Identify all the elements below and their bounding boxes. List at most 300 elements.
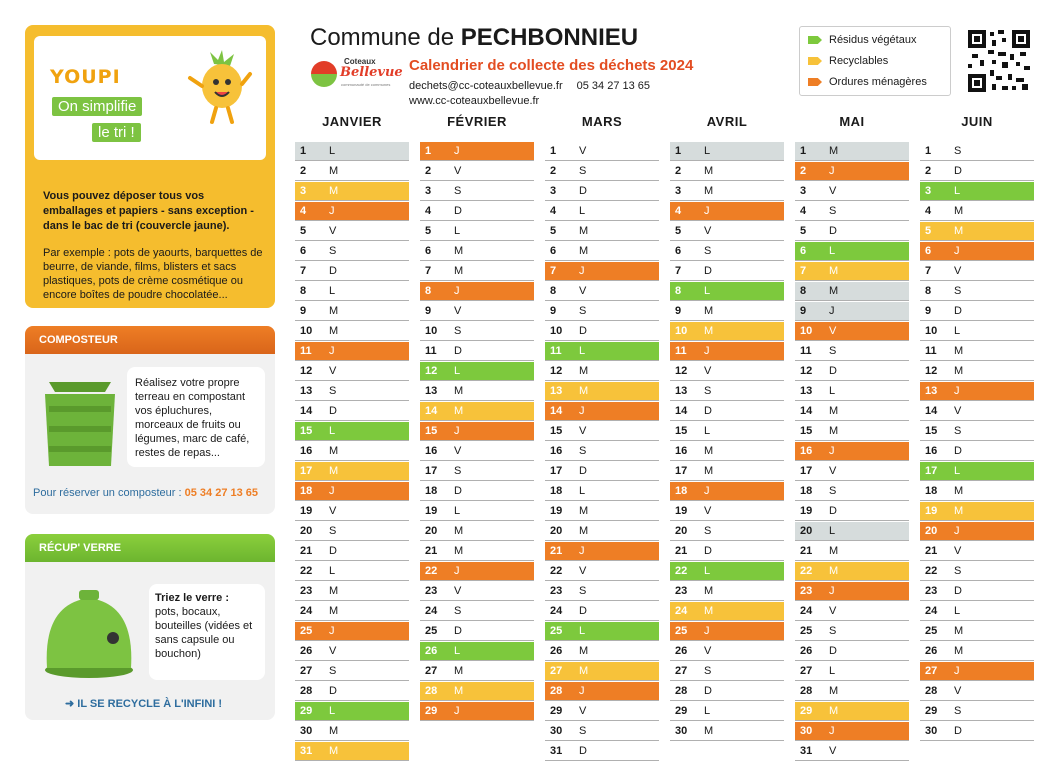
weekday-letter: D: [704, 545, 712, 557]
day-number: 10: [800, 325, 813, 337]
day-number: 27: [300, 665, 313, 677]
day-number: 5: [925, 225, 932, 237]
weekday-letter: V: [454, 445, 462, 457]
weekday-letter: V: [579, 565, 587, 577]
day-row: [545, 722, 659, 741]
day-number: 27: [800, 665, 813, 677]
day-row: [795, 422, 909, 441]
day-row: [670, 562, 784, 581]
day-row: [795, 322, 909, 341]
month-name: AVRIL: [706, 114, 748, 129]
day-number: 6: [925, 245, 932, 257]
weekday-letter: S: [454, 325, 462, 337]
day-row: [420, 142, 534, 161]
weekday-letter: M: [704, 465, 714, 477]
weekday-letter: S: [954, 285, 962, 297]
day-number: 12: [800, 365, 813, 377]
day-row: [295, 662, 409, 681]
weekday-letter: J: [454, 705, 460, 717]
verre-bubble-title: Triez le verre :: [155, 592, 229, 604]
day-list: [545, 142, 659, 761]
weekday-letter: V: [329, 365, 337, 377]
weekday-letter: L: [454, 365, 461, 377]
day-row: [545, 542, 659, 561]
day-number: 21: [925, 545, 938, 557]
day-row: [920, 502, 1034, 521]
day-number: 22: [675, 565, 688, 577]
day-row: [420, 242, 534, 261]
day-number: 12: [925, 365, 938, 377]
day-number: 13: [550, 385, 563, 397]
day-row: [545, 402, 659, 421]
weekday-letter: D: [329, 265, 337, 277]
day-number: 3: [675, 185, 682, 197]
day-number: 14: [800, 405, 813, 417]
day-row: [795, 262, 909, 281]
day-row: [920, 322, 1034, 341]
day-row: [420, 222, 534, 241]
day-number: 24: [550, 605, 563, 617]
day-number: 5: [425, 225, 432, 237]
day-row: [545, 282, 659, 301]
day-number: 8: [675, 285, 682, 297]
day-number: 23: [800, 585, 813, 597]
day-row: [545, 582, 659, 601]
day-number: 13: [800, 385, 813, 397]
legend: [799, 26, 951, 96]
logo-line-2: Bellevue: [340, 65, 403, 80]
weekday-letter: L: [454, 225, 461, 237]
weekday-letter: S: [579, 165, 587, 177]
weekday-letter: M: [329, 745, 339, 757]
weekday-letter: V: [329, 505, 337, 517]
weekday-letter: S: [579, 725, 587, 737]
day-number: 6: [800, 245, 807, 257]
contact-email[interactable]: dechets@cc-coteauxbellevue.fr: [409, 80, 563, 92]
weekday-letter: M: [329, 445, 339, 457]
weekday-letter: L: [329, 705, 336, 717]
weekday-letter: M: [954, 485, 964, 497]
weekday-letter: V: [329, 225, 337, 237]
day-row: [545, 222, 659, 241]
day-row: [920, 722, 1034, 741]
day-row: [295, 442, 409, 461]
day-list: [295, 142, 409, 761]
weekday-letter: D: [829, 225, 837, 237]
month-column: [545, 114, 659, 762]
day-number: 25: [800, 625, 813, 637]
weekday-letter: M: [954, 205, 964, 217]
weekday-letter: D: [454, 205, 462, 217]
weekday-letter: J: [704, 625, 710, 637]
day-row: [295, 342, 409, 361]
weekday-letter: J: [579, 265, 585, 277]
page-title: [310, 24, 638, 52]
day-row: [420, 382, 534, 401]
day-number: 14: [550, 405, 563, 417]
day-row: [920, 262, 1034, 281]
weekday-letter: M: [704, 445, 714, 457]
day-number: 13: [925, 385, 938, 397]
day-row: [670, 622, 784, 641]
weekday-letter: L: [329, 425, 336, 437]
weekday-letter: M: [829, 145, 839, 157]
weekday-letter: M: [954, 645, 964, 657]
day-number: 12: [675, 365, 688, 377]
weekday-letter: M: [704, 305, 714, 317]
weekday-letter: J: [454, 285, 460, 297]
weekday-letter: M: [579, 505, 589, 517]
day-number: 25: [300, 625, 313, 637]
day-number: 6: [550, 245, 557, 257]
day-row: [670, 262, 784, 281]
day-row: [295, 682, 409, 701]
day-row: [920, 402, 1034, 421]
weekday-letter: M: [454, 245, 464, 257]
day-number: 17: [550, 465, 563, 477]
compost-bin-icon: [39, 376, 121, 472]
day-row: [670, 582, 784, 601]
weekday-letter: J: [829, 585, 835, 597]
day-number: 2: [425, 165, 432, 177]
day-number: 1: [300, 145, 307, 157]
weekday-letter: V: [704, 225, 712, 237]
weekday-letter: S: [579, 305, 587, 317]
day-number: 16: [425, 445, 438, 457]
day-number: 18: [800, 485, 813, 497]
weekday-letter: M: [579, 245, 589, 257]
month-name: JANVIER: [322, 114, 382, 129]
weekday-letter: L: [704, 705, 711, 717]
weekday-letter: S: [954, 565, 962, 577]
day-row: [295, 242, 409, 261]
day-row: [295, 262, 409, 281]
day-row: [295, 162, 409, 181]
day-row: [295, 182, 409, 201]
day-number: 15: [300, 425, 313, 437]
day-row: [670, 302, 784, 321]
weekday-letter: M: [454, 405, 464, 417]
weekday-letter: V: [954, 405, 962, 417]
day-number: 26: [550, 645, 563, 657]
mascot-icon: [186, 50, 254, 126]
day-row: [420, 482, 534, 501]
composteur-bubble: Réalisez votre propre terreau en compostant vos épluchures, morceaux de fruits ou légumes, marc de café, restes de repas...: [127, 367, 265, 467]
day-row: [545, 322, 659, 341]
qr-code-icon[interactable]: [968, 30, 1030, 92]
day-number: 28: [675, 685, 688, 697]
day-row: [295, 722, 409, 741]
youpi-panel: [25, 25, 275, 308]
youpi-title: YOUPI: [50, 66, 121, 88]
day-number: 22: [800, 565, 813, 577]
weekday-letter: M: [829, 405, 839, 417]
day-row: [295, 322, 409, 341]
day-row: [295, 702, 409, 721]
weekday-letter: L: [829, 385, 836, 397]
weekday-letter: S: [704, 385, 712, 397]
day-row: [670, 522, 784, 541]
weekday-letter: D: [704, 405, 712, 417]
day-row: [670, 382, 784, 401]
day-row: [795, 462, 909, 481]
day-number: 18: [675, 485, 688, 497]
day-row: [795, 362, 909, 381]
weekday-letter: J: [954, 525, 960, 537]
day-number: 29: [425, 705, 438, 717]
weekday-letter: V: [704, 645, 712, 657]
day-row: [545, 182, 659, 201]
legend-label: Recyclables: [829, 55, 889, 67]
weekday-letter: M: [579, 365, 589, 377]
day-row: [545, 562, 659, 581]
day-number: 1: [675, 145, 682, 157]
day-number: 20: [425, 525, 438, 537]
weekday-letter: L: [329, 145, 336, 157]
day-row: [420, 422, 534, 441]
weekday-letter: D: [454, 485, 462, 497]
day-number: 25: [425, 625, 438, 637]
weekday-letter: M: [954, 505, 964, 517]
day-row: [295, 202, 409, 221]
day-number: 5: [300, 225, 307, 237]
day-row: [295, 562, 409, 581]
day-row: [670, 282, 784, 301]
weekday-letter: L: [454, 645, 461, 657]
day-number: 28: [300, 685, 313, 697]
weekday-letter: D: [579, 185, 587, 197]
day-number: 8: [800, 285, 807, 297]
day-row: [795, 282, 909, 301]
weekday-letter: J: [829, 165, 835, 177]
weekday-letter: L: [829, 665, 836, 677]
day-number: 20: [800, 525, 813, 537]
day-number: 10: [550, 325, 563, 337]
day-number: 3: [425, 185, 432, 197]
weekday-letter: J: [954, 245, 960, 257]
glass-container-icon: [39, 584, 139, 680]
day-row: [920, 282, 1034, 301]
weekday-letter: M: [454, 685, 464, 697]
weekday-letter: M: [454, 525, 464, 537]
weekday-letter: M: [954, 365, 964, 377]
day-number: 14: [425, 405, 438, 417]
weekday-letter: M: [454, 265, 464, 277]
day-number: 7: [675, 265, 682, 277]
weekday-letter: M: [579, 645, 589, 657]
day-row: [795, 562, 909, 581]
weekday-letter: M: [829, 425, 839, 437]
day-row: [795, 522, 909, 541]
day-row: [420, 342, 534, 361]
weekday-letter: J: [704, 485, 710, 497]
day-number: 29: [300, 705, 313, 717]
weekday-letter: D: [454, 345, 462, 357]
day-row: [295, 642, 409, 661]
day-number: 4: [800, 205, 807, 217]
day-row: [795, 622, 909, 641]
day-row: [670, 402, 784, 421]
day-number: 7: [550, 265, 557, 277]
day-number: 5: [675, 225, 682, 237]
weekday-letter: D: [954, 305, 962, 317]
contact-line: [409, 80, 650, 92]
day-row: [920, 382, 1034, 401]
weekday-letter: M: [329, 605, 339, 617]
day-number: 4: [550, 205, 557, 217]
weekday-letter: V: [954, 545, 962, 557]
day-row: [420, 602, 534, 621]
day-number: 26: [300, 645, 313, 657]
day-row: [795, 702, 909, 721]
day-number: 29: [675, 705, 688, 717]
day-list: [920, 142, 1034, 741]
day-number: 14: [300, 405, 313, 417]
day-number: 21: [425, 545, 438, 557]
weekday-letter: L: [579, 485, 586, 497]
day-row: [670, 542, 784, 561]
day-number: 20: [675, 525, 688, 537]
day-number: 3: [550, 185, 557, 197]
day-row: [295, 742, 409, 761]
day-row: [545, 422, 659, 441]
day-number: 10: [425, 325, 438, 337]
weekday-letter: S: [329, 525, 337, 537]
day-number: 6: [300, 245, 307, 257]
weekday-letter: S: [329, 245, 337, 257]
day-number: 12: [550, 365, 563, 377]
day-row: [920, 542, 1034, 561]
day-number: 12: [425, 365, 438, 377]
composteur-phone[interactable]: 05 34 27 13 65: [184, 487, 259, 499]
day-number: 29: [550, 705, 563, 717]
contact-website[interactable]: www.cc-coteauxbellevue.fr: [409, 95, 540, 107]
day-number: 15: [425, 425, 438, 437]
day-row: [920, 702, 1034, 721]
month-name: MAI: [839, 114, 865, 129]
day-row: [545, 442, 659, 461]
weekday-letter: D: [829, 645, 837, 657]
weekday-letter: M: [829, 285, 839, 297]
day-row: [920, 602, 1034, 621]
weekday-letter: V: [704, 365, 712, 377]
day-row: [295, 222, 409, 241]
day-number: 30: [300, 725, 313, 737]
day-row: [295, 622, 409, 641]
weekday-letter: L: [829, 525, 836, 537]
day-row: [920, 562, 1034, 581]
weekday-letter: J: [329, 205, 335, 217]
day-row: [920, 622, 1034, 641]
day-number: 22: [550, 565, 563, 577]
weekday-letter: J: [579, 685, 585, 697]
day-number: 28: [800, 685, 813, 697]
day-row: [420, 682, 534, 701]
weekday-letter: J: [579, 405, 585, 417]
day-number: 26: [800, 645, 813, 657]
weekday-letter: V: [454, 165, 462, 177]
day-number: 23: [425, 585, 438, 597]
day-row: [420, 262, 534, 281]
day-row: [795, 342, 909, 361]
day-number: 5: [800, 225, 807, 237]
contact-phone[interactable]: 05 34 27 13 65: [576, 80, 651, 92]
weekday-letter: S: [829, 205, 837, 217]
weekday-letter: L: [829, 245, 836, 257]
day-number: 9: [925, 305, 932, 317]
day-number: 22: [300, 565, 313, 577]
weekday-letter: M: [454, 385, 464, 397]
day-row: [795, 402, 909, 421]
weekday-letter: S: [329, 385, 337, 397]
logo-line-3: communauté de communes: [341, 82, 391, 87]
day-number: 27: [425, 665, 438, 677]
weekday-letter: D: [454, 625, 462, 637]
weekday-letter: M: [329, 325, 339, 337]
day-row: [670, 362, 784, 381]
day-row: [795, 222, 909, 241]
weekday-letter: J: [829, 445, 835, 457]
weekday-letter: D: [579, 605, 587, 617]
weekday-letter: M: [704, 165, 714, 177]
month-name: MARS: [581, 114, 623, 129]
weekday-letter: D: [829, 505, 837, 517]
day-number: 18: [300, 485, 313, 497]
day-number: 2: [550, 165, 557, 177]
day-number: 20: [550, 525, 563, 537]
verre-heading: RÉCUP' VERRE: [25, 534, 275, 562]
month-column: [420, 114, 534, 722]
day-number: 9: [300, 305, 307, 317]
weekday-letter: J: [954, 385, 960, 397]
day-number: 27: [925, 665, 938, 677]
weekday-letter: D: [954, 585, 962, 597]
weekday-letter: D: [579, 745, 587, 757]
weekday-letter: S: [954, 705, 962, 717]
day-row: [545, 662, 659, 681]
weekday-letter: V: [704, 505, 712, 517]
day-number: 4: [675, 205, 682, 217]
day-row: [920, 242, 1034, 261]
day-number: 21: [675, 545, 688, 557]
day-number: 19: [675, 505, 688, 517]
day-number: 7: [425, 265, 432, 277]
day-number: 19: [800, 505, 813, 517]
day-row: [670, 502, 784, 521]
weekday-letter: J: [454, 145, 460, 157]
day-number: 16: [675, 445, 688, 457]
weekday-letter: M: [579, 385, 589, 397]
weekday-letter: M: [704, 725, 714, 737]
weekday-letter: M: [704, 185, 714, 197]
weekday-letter: S: [829, 345, 837, 357]
day-row: [920, 442, 1034, 461]
day-row: [420, 582, 534, 601]
day-row: [920, 202, 1034, 221]
legend-item-ordures: [808, 74, 950, 95]
youpi-card: [34, 36, 266, 160]
day-number: 21: [550, 545, 563, 557]
day-row: [795, 602, 909, 621]
day-row: [795, 482, 909, 501]
day-number: 23: [925, 585, 938, 597]
month-column: [670, 114, 784, 742]
weekday-letter: M: [829, 565, 839, 577]
day-row: [295, 522, 409, 541]
weekday-letter: V: [829, 325, 837, 337]
weekday-letter: S: [704, 525, 712, 537]
day-number: 6: [675, 245, 682, 257]
